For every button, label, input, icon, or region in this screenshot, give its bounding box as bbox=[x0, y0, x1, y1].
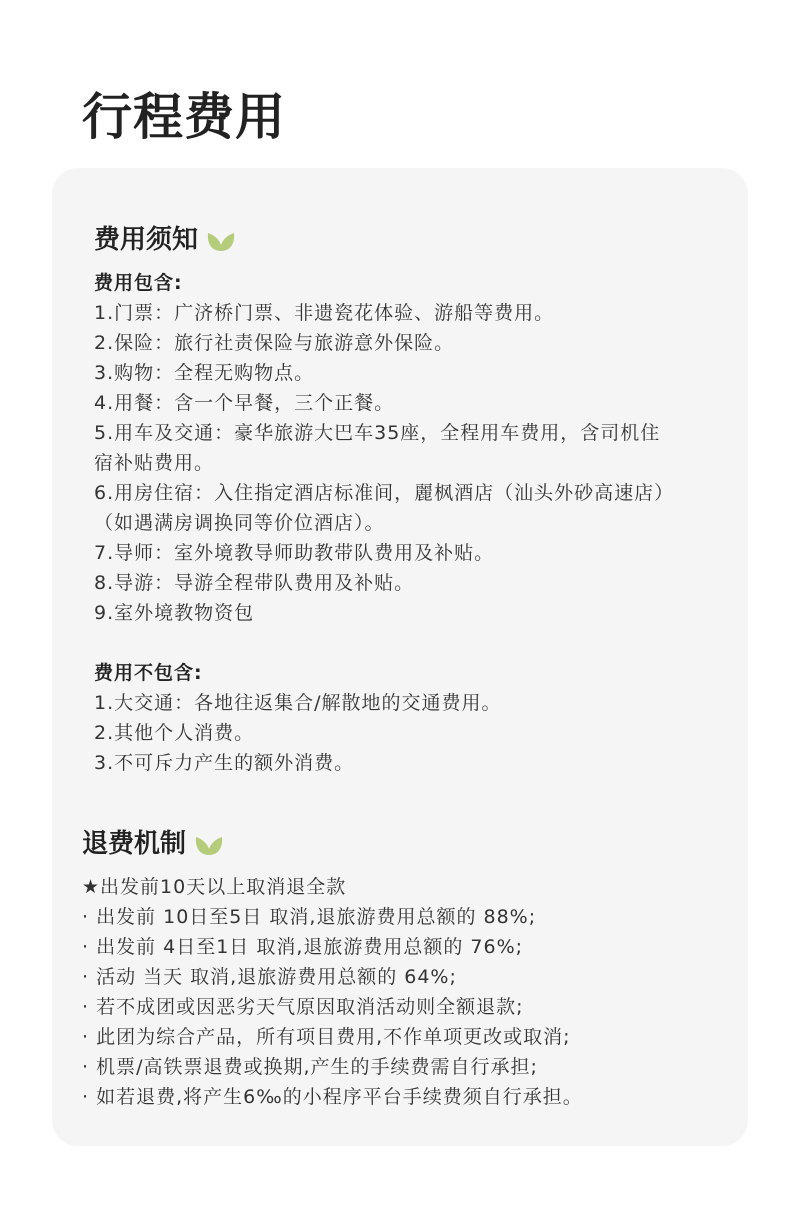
fee-included-label: 费用包含: bbox=[94, 272, 183, 294]
page-title: 行程费用 bbox=[82, 88, 286, 146]
list-item: 1.大交通：各地往返集合/解散地的交通费用。 bbox=[94, 692, 502, 714]
list-item: 7.导师：室外境教导师助教带队费用及补贴。 bbox=[94, 542, 495, 564]
refund-policy-heading-text: 退费机制 bbox=[82, 829, 187, 859]
leaf-icon bbox=[206, 227, 236, 253]
list-item: · 出发前 10日至5日 取消,退旅游费用总额的 88%; bbox=[82, 906, 537, 928]
refund-policy-heading bbox=[82, 826, 224, 862]
list-item: 9.室外境教物资包 bbox=[94, 602, 255, 624]
list-item: （如遇满房调换同等价位酒店）。 bbox=[94, 512, 385, 534]
list-item: · 若不成团或因恶劣天气原因取消活动则全额退款; bbox=[82, 996, 524, 1018]
list-item: 3.不可斥力产生的额外消费。 bbox=[94, 752, 355, 774]
fee-notice-heading bbox=[94, 222, 236, 258]
fee-included-block bbox=[94, 268, 674, 628]
refund-policy-block bbox=[82, 872, 583, 1112]
fee-excluded-label: 费用不包含: bbox=[94, 662, 203, 684]
fee-excluded-block bbox=[94, 658, 502, 778]
list-item: 4.用餐：含一个早餐，三个正餐。 bbox=[94, 392, 395, 414]
list-item: 8.导游：导游全程带队费用及补贴。 bbox=[94, 572, 415, 594]
list-item: · 出发前 4日至1日 取消,退旅游费用总额的 76%; bbox=[82, 936, 524, 958]
list-item: 2.其他个人消费。 bbox=[94, 722, 255, 744]
list-item: 3.购物：全程无购物点。 bbox=[94, 362, 315, 384]
list-item: 5.用车及交通：豪华旅游大巴车35座，全程用车费用，含司机住 bbox=[94, 422, 661, 444]
leaf-icon bbox=[194, 831, 224, 857]
list-item: · 活动 当天 取消,退旅游费用总额的 64%; bbox=[82, 966, 457, 988]
fee-notice-heading-text: 费用须知 bbox=[94, 225, 199, 255]
list-item: 6.用房住宿：入住指定酒店标准间，麗枫酒店（汕头外砂高速店） bbox=[94, 482, 675, 504]
list-item: 宿补贴费用。 bbox=[94, 452, 215, 474]
list-item: 2.保险：旅行社责保险与旅游意外保险。 bbox=[94, 332, 455, 354]
list-item: ★出发前10天以上取消退全款 bbox=[82, 876, 347, 898]
list-item: · 此团为综合产品，所有项目费用,不作单项更改或取消; bbox=[82, 1026, 571, 1048]
list-item: · 机票/高铁票退费或换期,产生的手续费需自行承担; bbox=[82, 1056, 538, 1078]
list-item: 1.门票：广济桥门票、非遗瓷花体验、游船等费用。 bbox=[94, 302, 555, 324]
list-item: · 如若退费,将产生6‰的小程序平台手续费须自行承担。 bbox=[82, 1086, 583, 1108]
